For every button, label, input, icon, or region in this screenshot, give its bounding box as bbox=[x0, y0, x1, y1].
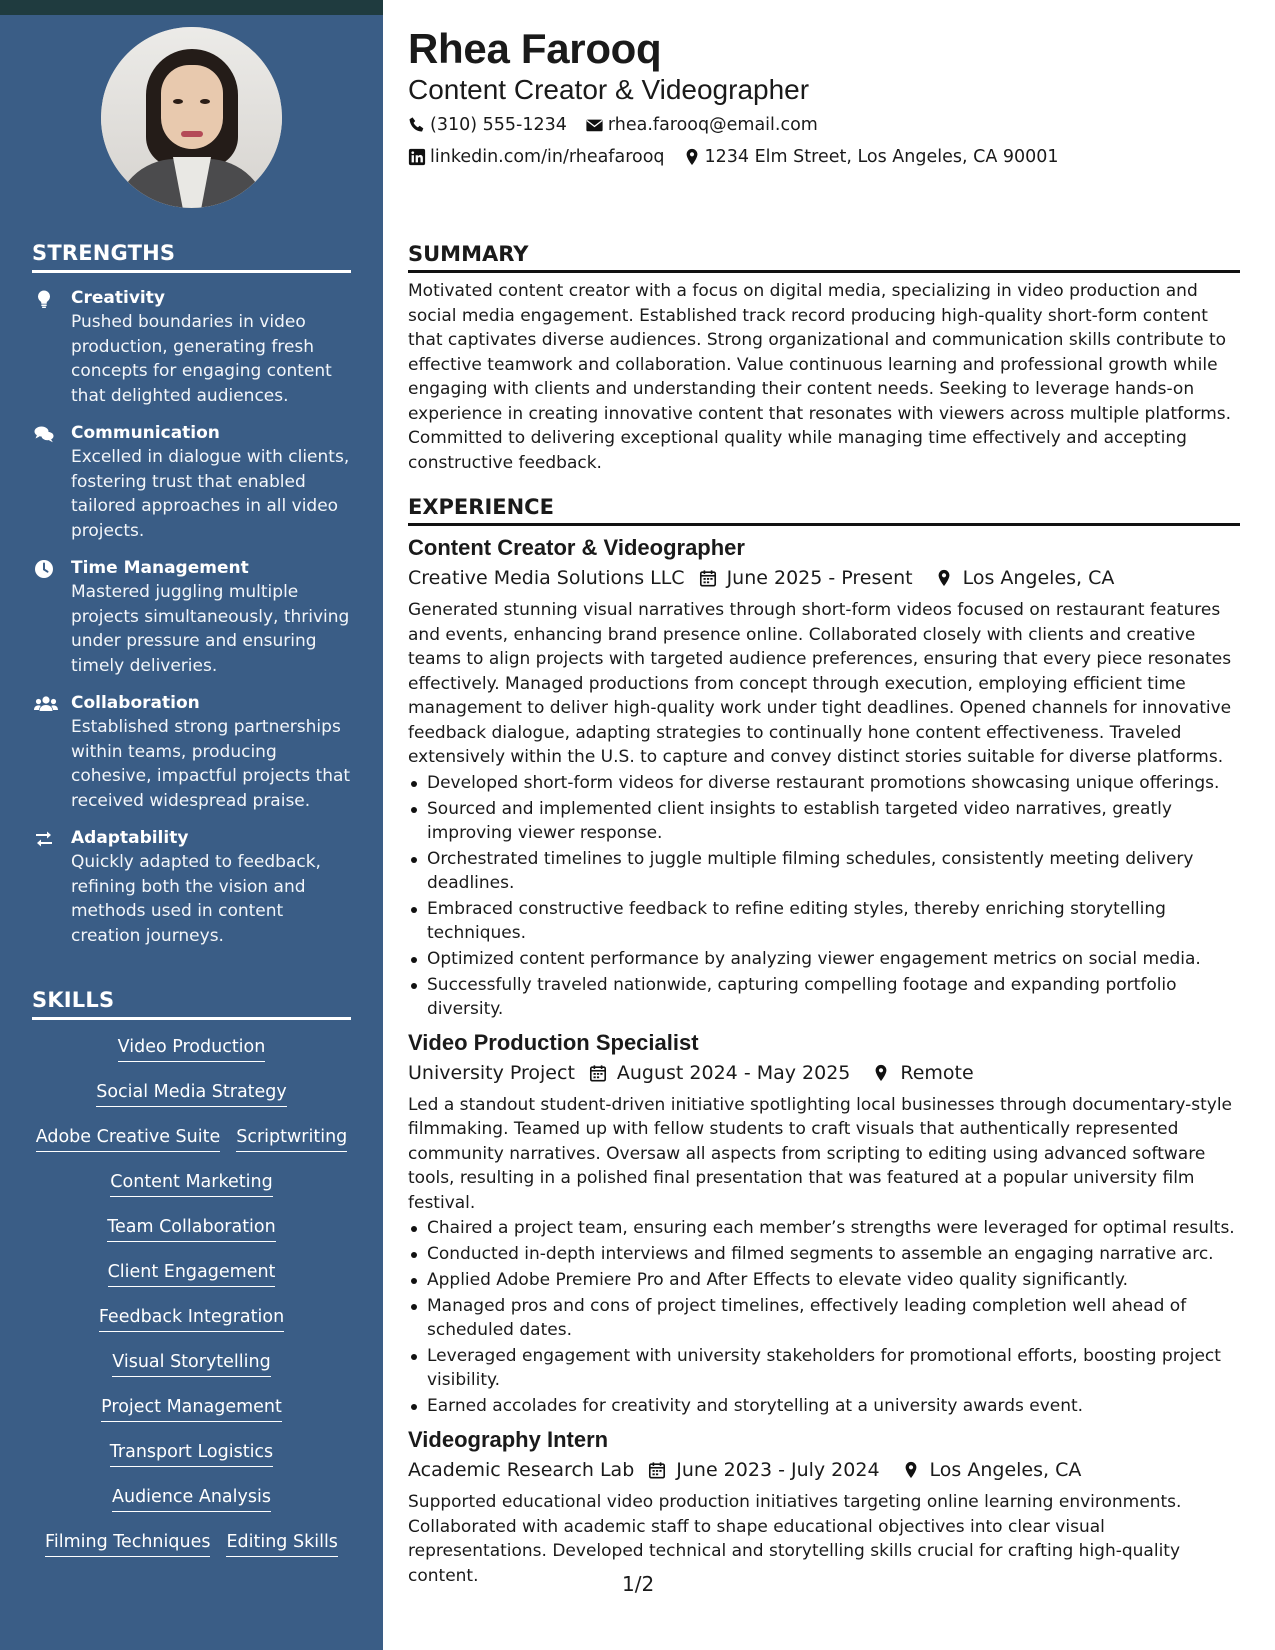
job-title: Video Production Specialist bbox=[408, 1029, 699, 1055]
experience-section bbox=[408, 494, 1240, 1588]
location-pin-icon bbox=[902, 1461, 920, 1479]
address-text: 1234 Elm Street, Los Angeles, CA 90001 bbox=[704, 147, 1059, 167]
location-pin-icon bbox=[872, 1064, 890, 1082]
sidebar-top-bar bbox=[0, 0, 383, 15]
calendar-icon bbox=[648, 1461, 666, 1479]
job-bullets bbox=[408, 771, 1240, 1021]
job-description: Supported educational video production initiatives targeting online learning environments. Collaborated with academic staff to shape educational objectives into clear visual representations. Developed technical and storytelling skills crucial for crafting high-quality content. bbox=[408, 1492, 1182, 1586]
job-company: Creative Media Solutions LLC bbox=[408, 567, 685, 589]
phone-text[interactable]: (310) 555-1234 bbox=[430, 115, 567, 135]
comments-icon bbox=[34, 424, 54, 444]
strength-item bbox=[32, 422, 351, 543]
job-entry bbox=[408, 534, 1240, 1021]
skill-tag: Scriptwriting bbox=[236, 1126, 347, 1152]
skill-tag: Visual Storytelling bbox=[112, 1351, 270, 1377]
job-dates: August 2024 - May 2025 bbox=[616, 1061, 851, 1084]
experience-heading: EXPERIENCE bbox=[408, 494, 1240, 526]
strength-desc: Excelled in dialogue with clients, fostering trust that enabled tailored approaches in all video projects. bbox=[71, 447, 350, 541]
email-link[interactable]: rhea.farooq@email.com bbox=[607, 115, 818, 135]
strength-item bbox=[32, 557, 351, 678]
strength-desc: Established strong partnerships within teams, producing cohesive, impactful projects that received widespread praise. bbox=[71, 717, 351, 811]
job-entry bbox=[408, 1426, 1240, 1588]
bullet-item: Embraced constructive feedback to refine editing styles, thereby enriching storytelling techniques. bbox=[408, 897, 1240, 945]
bullet-item: Managed pros and cons of project timelines, effectively leading completion well ahead of scheduled dates. bbox=[408, 1294, 1240, 1342]
job-description: Generated stunning visual narratives through short-form videos focused on restaurant features and events, enhancing brand presence online. Collaborated closely with clients and creative teams to align projects with targeted audience preferences, ensuring that every piece resonates effectively. Managed productions from concept through execution, employing efficient time management to deliver high-quality work under tight deadlines. Opened channels for innovative feedback dialogue, adapting strategies to continually hone content effectiveness. Traveled extensively within the U.S. to capture and convey distinct stories suitable for diverse platforms. bbox=[408, 600, 1232, 767]
contact-row-2 bbox=[408, 146, 1059, 168]
strength-title: Creativity bbox=[71, 288, 165, 308]
bullet-item: Sourced and implemented client insights to establish targeted video narratives, greatly improving viewer response. bbox=[408, 797, 1240, 845]
bullet-item: Orchestrated timelines to juggle multiple filming schedules, consistently meeting delivery deadlines. bbox=[408, 847, 1240, 895]
strength-item bbox=[32, 692, 351, 813]
envelope-icon bbox=[585, 116, 604, 134]
candidate-name: Rhea Farooq bbox=[408, 25, 662, 72]
strength-desc: Mastered juggling multiple projects simultaneously, thriving under pressure and ensuring timely deliveries. bbox=[71, 582, 350, 676]
summary-text: Motivated content creator with a focus on digital media, specializing in video production and social media engagement. Established track record producing high-quality short-form content that captivates diverse audiences. Strong organizational and communication skills contribute to effective teamwork and collaboration. Value continuous learning and professional growth while engaging with clients and understanding their content needs. Seeking to leverage hands-on experience in creating innovative content that resonates with viewers across multiple platforms. Committed to delivering exceptional quality while managing time effectively and accepting constructive feedback. bbox=[408, 281, 1232, 473]
job-title: Videography Intern bbox=[408, 1427, 609, 1452]
skill-tag: Adobe Creative Suite bbox=[36, 1126, 221, 1152]
strength-title: Communication bbox=[71, 423, 220, 443]
skill-tag: Content Marketing bbox=[110, 1171, 272, 1197]
skill-tag: Transport Logistics bbox=[110, 1441, 273, 1467]
skill-tag: Audience Analysis bbox=[112, 1486, 271, 1512]
job-dates: June 2023 - July 2024 bbox=[676, 1459, 880, 1481]
job-dates: June 2025 - Present bbox=[726, 567, 913, 589]
strength-desc: Quickly adapted to feedback, refining both the vision and methods used in content creation journeys. bbox=[71, 852, 321, 946]
strength-desc: Pushed boundaries in video production, generating fresh concepts for engaging content that delighted audiences. bbox=[71, 312, 332, 406]
skills-section bbox=[32, 988, 351, 1576]
strength-title: Time Management bbox=[71, 558, 249, 578]
phone-icon bbox=[408, 116, 426, 134]
strength-item bbox=[32, 827, 351, 948]
page-number: 1/2 bbox=[622, 1572, 655, 1596]
skill-tag: Social Media Strategy bbox=[96, 1081, 287, 1107]
skill-tag: Editing Skills bbox=[226, 1531, 337, 1557]
bullet-item: Successfully traveled nationwide, capturing compelling footage and expanding portfolio diversity. bbox=[408, 973, 1240, 1021]
lightbulb-icon bbox=[34, 289, 54, 309]
skills-heading: SKILLS bbox=[32, 988, 351, 1020]
strength-title: Collaboration bbox=[71, 693, 200, 713]
bullet-item: Optimized content performance by analyzing viewer engagement metrics on social media. bbox=[408, 947, 1240, 971]
linkedin-link[interactable]: linkedin.com/in/rheafarooq bbox=[430, 147, 665, 167]
sidebar bbox=[0, 0, 383, 1650]
bullet-item: Applied Adobe Premiere Pro and After Effects to elevate video quality significantly. bbox=[408, 1268, 1240, 1292]
linkedin-icon bbox=[408, 148, 426, 166]
bullet-item: Conducted in-depth interviews and filmed segments to assemble an engaging narrative arc. bbox=[408, 1242, 1240, 1266]
location-pin-icon bbox=[683, 148, 701, 166]
exchange-icon bbox=[34, 829, 54, 849]
skill-tag: Feedback Integration bbox=[99, 1306, 284, 1332]
bullet-item: Earned accolades for creativity and storytelling at a university awards event. bbox=[408, 1394, 1240, 1418]
summary-heading: SUMMARY bbox=[408, 241, 1240, 273]
job-location: Los Angeles, CA bbox=[929, 1459, 1082, 1481]
calendar-icon bbox=[589, 1064, 607, 1082]
candidate-role: Content Creator & Videographer bbox=[408, 74, 810, 105]
bullet-item: Developed short-form videos for diverse restaurant promotions showcasing unique offerings. bbox=[408, 771, 1240, 795]
job-description: Led a standout student-driven initiative spotlighting local businesses through documentary-style filmmaking. Teamed up with fellow students to craft visuals that authentically represented community narratives. Oversaw all aspects from scripting to editing using advanced software tools, resulting in a polished final presentation that was featured at a popular university film festival. bbox=[408, 1094, 1233, 1213]
clock-icon bbox=[34, 559, 54, 579]
strength-title: Adaptability bbox=[71, 828, 189, 848]
profile-photo bbox=[101, 27, 282, 208]
bullet-item: Chaired a project team, ensuring each member’s strengths were leveraged for optimal results. bbox=[408, 1216, 1240, 1240]
job-entry bbox=[408, 1029, 1240, 1419]
job-title: Content Creator & Videographer bbox=[408, 535, 745, 560]
bullet-item: Leveraged engagement with university stakeholders for promotional efforts, boosting project visibility. bbox=[408, 1344, 1240, 1392]
skill-tag: Team Collaboration bbox=[107, 1216, 275, 1242]
skill-tag: Filming Techniques bbox=[45, 1531, 210, 1557]
users-icon bbox=[34, 694, 58, 714]
strengths-section bbox=[32, 241, 351, 948]
strengths-heading: STRENGTHS bbox=[32, 241, 351, 273]
location-pin-icon bbox=[935, 569, 953, 587]
job-location: Remote bbox=[900, 1061, 974, 1084]
job-bullets bbox=[408, 1216, 1240, 1418]
calendar-icon bbox=[699, 569, 717, 587]
skill-tag: Client Engagement bbox=[108, 1261, 276, 1287]
contact-row-1 bbox=[408, 114, 818, 136]
summary-section bbox=[408, 241, 1240, 475]
job-company: Academic Research Lab bbox=[408, 1459, 635, 1481]
strength-item bbox=[32, 287, 351, 408]
skill-tag: Video Production bbox=[118, 1036, 266, 1062]
job-meta bbox=[408, 565, 1240, 591]
skill-tag: Project Management bbox=[101, 1396, 282, 1422]
job-meta bbox=[408, 1457, 1240, 1483]
job-company: University Project bbox=[408, 1061, 575, 1084]
skills-list bbox=[32, 1036, 351, 1576]
job-meta bbox=[408, 1060, 1240, 1086]
job-location: Los Angeles, CA bbox=[962, 567, 1115, 589]
